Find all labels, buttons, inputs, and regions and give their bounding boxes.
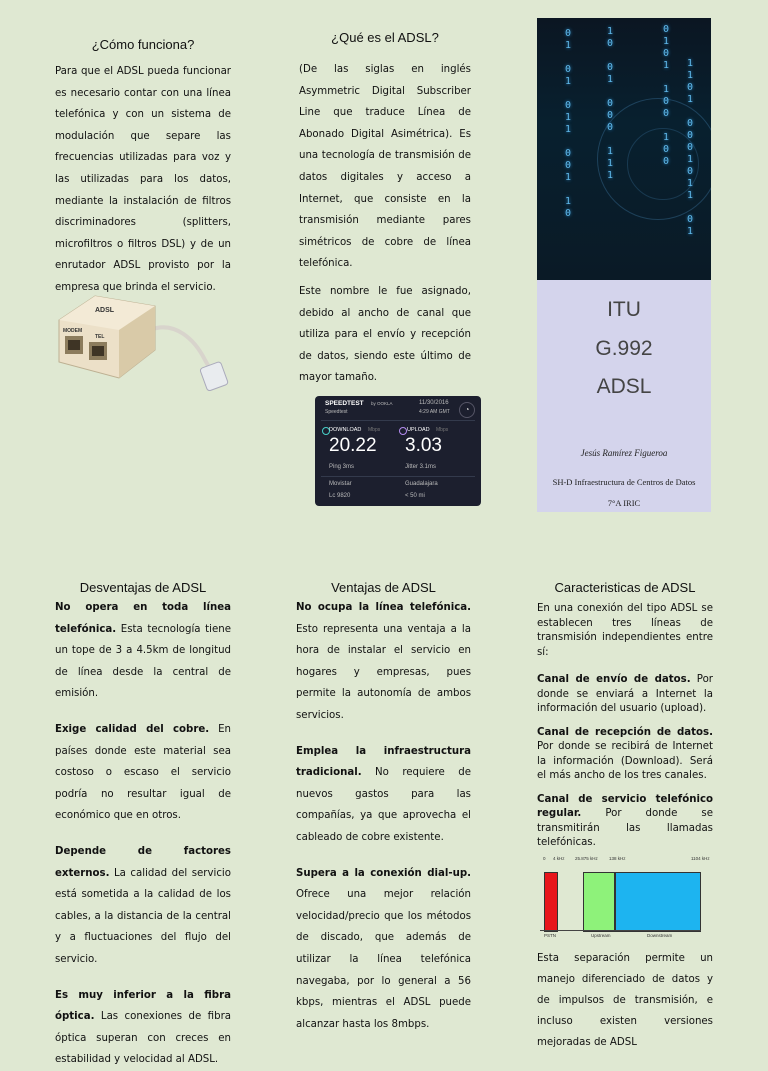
caracteristica-head: Canal de recepción de datos.	[537, 726, 713, 738]
spacer	[55, 971, 231, 985]
speedtest-by: by OOKLA	[371, 401, 393, 406]
spectrum-baseline	[540, 930, 701, 931]
distance-text: < 50 mi	[405, 493, 425, 499]
cover-line-standard: G.992	[595, 337, 653, 360]
desventaja-text: Las conexiones de fibra óptica superan con creces en estabilidad y velocidad al ADSL.	[55, 1011, 231, 1066]
adsl-spectrum-diagram	[537, 850, 715, 942]
ip-text: Lc 9820	[329, 493, 351, 499]
caracteristica-item	[537, 673, 713, 717]
speedtest-divider	[321, 420, 475, 421]
caracteristica-item	[537, 793, 713, 851]
spacer	[296, 849, 471, 863]
desventaja-text: Esta tecnología tiene un tope de 3 a 4.5km de longitud de línea desde la central de emisión.	[55, 623, 231, 700]
tick-0: 0	[543, 856, 546, 861]
que-es-title: ¿Qué es el ADSL?	[331, 30, 439, 45]
ventaja-text: No requiere de nuevos gastos para las compañías, ya que aprovecha el cableado de cobre existente.	[296, 767, 471, 843]
desventaja-item	[55, 719, 231, 827]
wifi-icon: ◔	[459, 402, 475, 418]
upstream-band	[583, 872, 615, 932]
spacer	[55, 827, 231, 841]
cover-course: SH-D Infraestructura de Centros de Datos	[552, 477, 696, 487]
caracteristicas-outro-block	[537, 948, 713, 1053]
desventaja-head: No opera en toda línea telefónica.	[55, 602, 231, 635]
cover-binary-image	[537, 18, 711, 280]
desventaja-text: La calidad del servicio está sometida a la calidad de los cables, a la distancia de la central y a fluctuaciones del flujo del servicio.	[55, 867, 231, 965]
desventajas-section	[55, 580, 231, 1071]
desventajas-list	[55, 597, 231, 1071]
speedtest-screenshot	[315, 396, 481, 506]
desventajas-title: Desventajas de ADSL	[79, 580, 207, 595]
download-value: 20.22	[329, 435, 377, 456]
que-es-para-2: Este nombre le fue asignado, debido al ancho de canal que utiliza para el envío y recepción de datos, siendo este último de mayor tamaño.	[299, 285, 471, 384]
ventajas-list	[296, 597, 471, 1035]
downstream-label: Downstream	[647, 933, 673, 938]
city-text: Guadalajara	[405, 481, 438, 487]
ventaja-head: No ocupa la línea telefónica.	[296, 602, 471, 613]
ventaja-item	[296, 741, 471, 849]
ventaja-text: Esto representa una ventaja a la hora de instalar el servicio en hogares y empresas, pues permite la autonomía de ambos servicios.	[296, 623, 471, 721]
download-unit: Mbps	[368, 427, 381, 433]
caracteristica-text: Por donde se enviará a Internet la información del usuario (upload).	[537, 674, 713, 714]
speedtest-divider-2	[321, 476, 475, 477]
tick-4khz: 4 kHz	[553, 856, 565, 861]
tick-25khz: 25.875 kHz	[575, 856, 598, 861]
upload-label: UPLOAD	[407, 427, 430, 433]
que-es-para-1: (De las siglas en inglés Asymmetric Digital Subscriber Line que traduce Línea de Abonado Digital Asimétrica). Es una tecnología de transmisión de datos digitales y acceso a Internet, que consiste en la transmisión mediante pares simétricos de cobre de línea telefónica.	[299, 64, 471, 270]
pstn-band	[544, 872, 558, 932]
speedtest-date: 11/30/2016	[419, 400, 449, 406]
cover-line-itu: ITU	[607, 298, 641, 321]
binary-column-2: 1 0 0 1 0 0 0 1 1 1	[607, 26, 614, 181]
ventajas-title: Ventajas de ADSL	[331, 580, 436, 595]
tick-138khz: 138 kHz	[609, 856, 626, 861]
isp-text: Movistar	[329, 481, 352, 487]
caracteristica-item	[537, 726, 713, 784]
desventaja-head: Depende de factores externos.	[55, 845, 231, 879]
upload-icon	[399, 427, 407, 435]
ventaja-text: Ofrece una mejor relación velocidad/precio que los métodos de discado, que además de utilizar la línea telefónica navegaba, por lo general a 56 kbps, mientras el ADSL puede alcanzar hasta los 8mbps.	[296, 889, 471, 1030]
caracteristicas-outro: Esta separación permite un manejo diferenciado de datos y de impulsos de transmisión, e incluso existen versiones mejoradas de ADSL	[537, 953, 713, 1048]
download-icon	[322, 427, 330, 435]
upstream-label: Upstream	[591, 933, 611, 938]
download-label: DOWNLOAD	[329, 427, 362, 433]
desventaja-head: Exige calidad del cobre.	[55, 723, 210, 735]
desventaja-text: En países donde este material sea costoso o escaso el servicio podría no resultar igual de económico que en otros.	[55, 723, 231, 822]
ventaja-item	[296, 863, 471, 1036]
binary-column-1: 0 1 0 1 0 1 1 0 0 1 1 0	[565, 28, 572, 219]
desventaja-item	[55, 597, 231, 705]
desventaja-head: Es muy inferior a la fibra óptica.	[55, 989, 231, 1023]
caracteristicas-intro: En una conexión del tipo ADSL se establecen tres líneas de transmisión independientes entre sí:	[537, 603, 713, 658]
caracteristica-head: Canal de servicio telefónico regular.	[537, 793, 713, 819]
ventaja-item	[296, 597, 471, 727]
speedtest-brand: SPEEDTEST	[325, 400, 364, 407]
ventaja-head: Supera a la conexión dial-up.	[296, 867, 471, 879]
speedtest-sub: Speedtest	[325, 409, 348, 415]
spacer	[296, 727, 471, 741]
spacer	[55, 705, 231, 719]
caracteristica-text: Por donde se recibirá de Internet la información (Download). Será el más ancho de los tres canales.	[537, 741, 713, 781]
como-funciona-section	[55, 37, 231, 299]
upload-value: 3.03	[405, 435, 442, 456]
ping-text: Ping 3ms	[329, 464, 355, 470]
adsl-filter-image	[55, 290, 235, 400]
como-funciona-title: ¿Cómo funciona?	[91, 37, 195, 52]
binary-column-3: 0 1 0 1 1 0 0 1 0 0	[663, 24, 670, 167]
cover-author: Jesús Ramírez Figueroa	[580, 448, 668, 458]
tick-1104khz: 1104 kHz	[691, 856, 710, 861]
ventaja-head: Emplea la infraestructura tradicional.	[296, 745, 471, 779]
que-es-section	[299, 30, 471, 389]
cover-group: 7°A IRIC	[607, 498, 641, 508]
caracteristica-text: Por donde se transmitirán las llamadas telefónicas.	[537, 808, 713, 848]
upload-unit: Mbps	[436, 427, 449, 433]
ventajas-section	[296, 580, 471, 1035]
cover-title-box	[537, 280, 711, 512]
pstn-label: PSTN	[544, 933, 557, 938]
binary-column-4: 1 1 0 1 0 0 0 1 0 1 1 0 1	[687, 58, 694, 237]
filter-label-tel: TEL	[95, 334, 105, 340]
desventaja-item	[55, 985, 231, 1071]
cover-line-adsl: ADSL	[596, 375, 652, 398]
speedtest-time: 4:29 AM GMT	[419, 409, 450, 415]
como-funciona-body: Para que el ADSL pueda funcionar es necesario contar con una línea telefónica y con un sistema de modulación que separe las frecuencias utilizadas para voz y las utilizadas para los datos, mediante la instalación de filtros discriminadores (splitters, microfiltros o filtros DSL) y de un enrutador ADSL provisto por la empresa que brinda el servicio.	[55, 66, 231, 293]
filter-label-adsl: ADSL	[95, 307, 115, 314]
filter-label-modem: MODEM	[63, 328, 83, 334]
jitter-text: Jitter 3.1ms	[405, 464, 437, 470]
desventaja-item	[55, 841, 231, 971]
caracteristica-head: Canal de envío de datos.	[537, 674, 691, 685]
caracteristicas-title: Caracteristicas de ADSL	[554, 580, 696, 595]
caracteristicas-section	[537, 580, 713, 851]
downstream-band	[615, 872, 701, 932]
